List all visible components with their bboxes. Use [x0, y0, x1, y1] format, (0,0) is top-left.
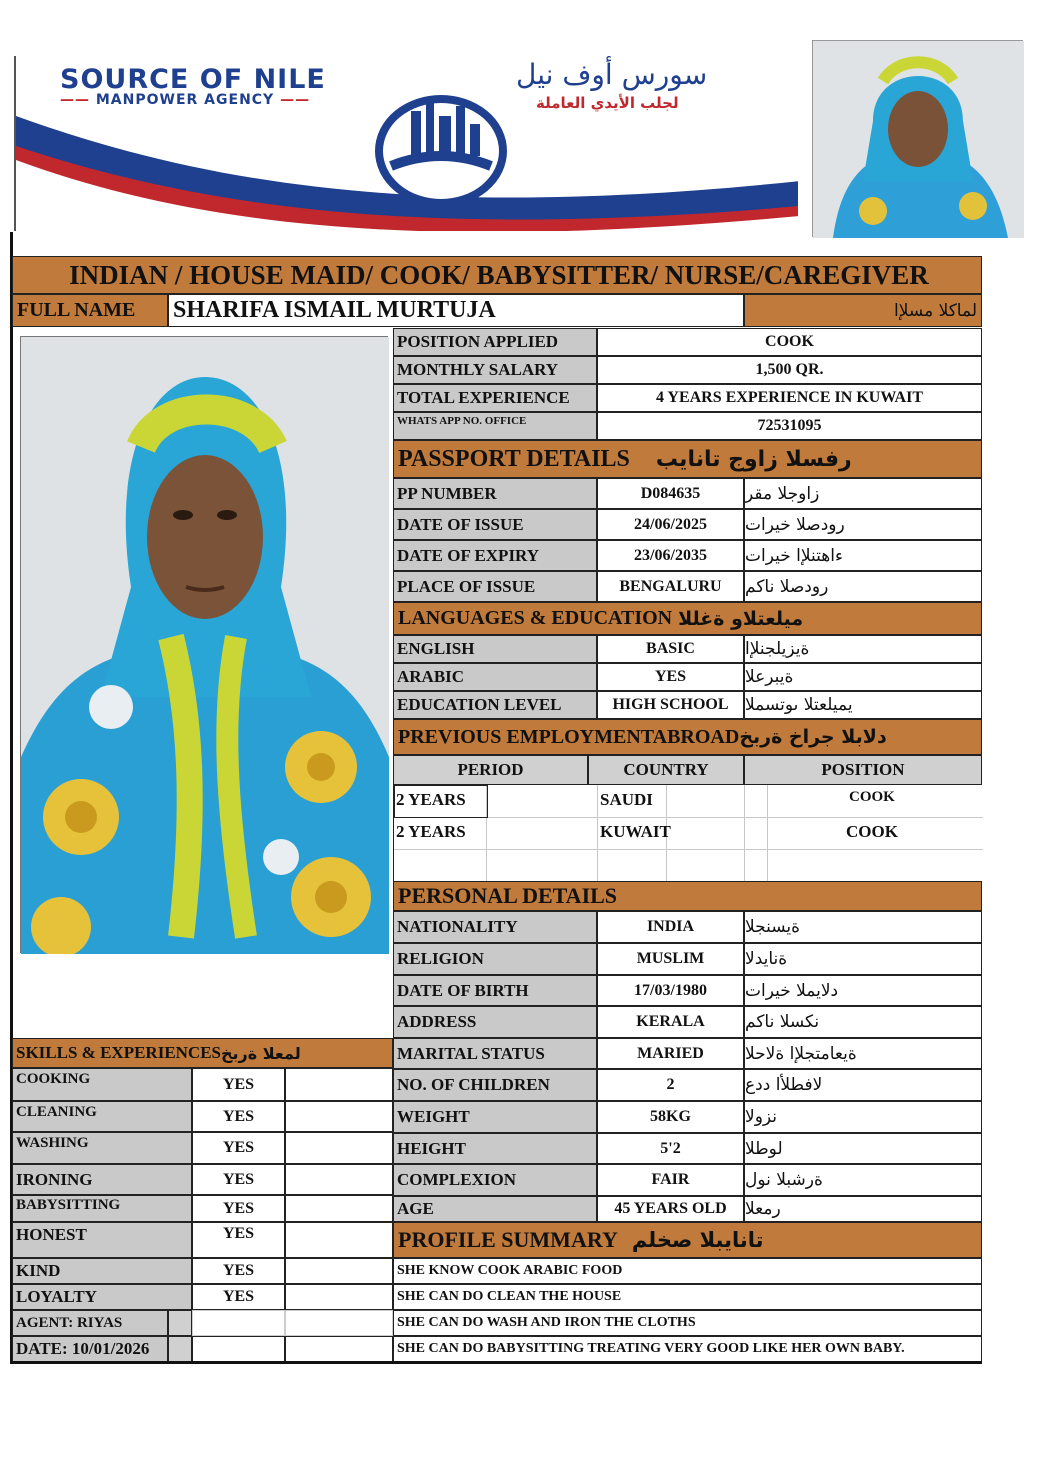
skill-honest-blank	[285, 1222, 393, 1258]
agent-blank-1	[192, 1310, 285, 1336]
age-ar: رمعلا	[744, 1196, 982, 1222]
total-experience-value: 4 YEARS EXPERIENCE IN KUWAIT	[597, 384, 982, 412]
full-name-arabic: لماكلا مسلإا	[744, 294, 982, 327]
position-applied-label: POSITION APPLIED	[393, 328, 597, 356]
skill-ironing-blank	[285, 1164, 393, 1195]
skill-washing-blank	[285, 1132, 393, 1164]
agent-spacer	[168, 1310, 192, 1336]
date-of-birth-value: 17/03/1980	[597, 975, 744, 1006]
skill-babysitting-label: BABYSITTING	[12, 1195, 192, 1222]
photo-portrait-small	[813, 41, 1024, 238]
total-experience-label: TOTAL EXPERIENCE	[393, 384, 597, 412]
passport-header-ar: رفسلا زاوج تانايب	[655, 446, 852, 472]
monthly-salary-label: MONTHLY SALARY	[393, 356, 597, 384]
place-of-issue-label: PLACE OF ISSUE	[393, 571, 597, 602]
personal-header: PERSONAL DETAILS	[393, 881, 982, 911]
arabic-ar: ةيبرعلا	[744, 663, 982, 691]
age-value: 45 YEARS OLD	[597, 1196, 744, 1222]
date-spacer	[168, 1336, 192, 1362]
document-title: INDIAN / HOUSE MAID/ COOK/ BABYSITTER/ NURSE/CAREGIVER	[12, 256, 982, 294]
skill-ironing-value: YES	[192, 1164, 285, 1195]
nationality-value: INDIA	[597, 911, 744, 943]
employment-header-en: PREVIOUS EMPLOYMENTABROAD	[398, 725, 740, 748]
skill-cooking-value: YES	[192, 1068, 285, 1101]
profile-line-2: SHE CAN DO CLEAN THE HOUSE	[393, 1284, 982, 1310]
weight-label: WEIGHT	[393, 1101, 597, 1133]
height-value: 5'2	[597, 1133, 744, 1164]
pp-number-label: PP NUMBER	[393, 478, 597, 509]
employment-row-1-period: 2 YEARS	[396, 790, 466, 809]
date-blank-1	[192, 1336, 285, 1362]
profile-line-3: SHE CAN DO WASH AND IRON THE CLOTHS	[393, 1310, 982, 1336]
date-label: DATE: 10/01/2026	[12, 1336, 168, 1362]
english-ar: ةيزيلجنلإا	[744, 635, 982, 663]
children-value: 2	[597, 1069, 744, 1101]
address-ar: نكسلا ناكم	[744, 1006, 982, 1038]
profile-header-en: PROFILE SUMMARY	[398, 1227, 618, 1252]
skill-honest-value: YES	[192, 1222, 285, 1258]
languages-header-en: LANGUAGES & EDUCATION	[398, 607, 673, 629]
profile-line-4: SHE CAN DO BABYSITTING TREATING VERY GOOD LIKE HER OWN BABY.	[393, 1336, 982, 1362]
education-level-label: EDUCATION LEVEL	[393, 691, 597, 719]
grid-line	[744, 785, 745, 881]
languages-header	[393, 602, 982, 635]
employment-col-position: POSITION	[744, 755, 982, 785]
children-ar: لافطلأا ددع	[744, 1069, 982, 1101]
skill-washing-label: WASHING	[12, 1132, 192, 1164]
grid-line	[597, 785, 598, 881]
height-label: HEIGHT	[393, 1133, 597, 1164]
grid-line	[394, 849, 983, 850]
marital-status-ar: ةيعامتجلإا ةلاحلا	[744, 1038, 982, 1069]
skill-kind-label: KIND	[12, 1258, 192, 1284]
marital-status-value: MARIED	[597, 1038, 744, 1069]
profile-line-1: SHE KNOW COOK ARABIC FOOD	[393, 1258, 982, 1284]
whatsapp-value: 72531095	[597, 412, 982, 440]
nationality-label: NATIONALITY	[393, 911, 597, 943]
skills-header-ar: لمعلا ةربخ	[221, 1043, 301, 1063]
religion-value: MUSLIM	[597, 943, 744, 975]
employment-row-2-position: COOK	[846, 822, 898, 841]
skill-cleaning-value: YES	[192, 1101, 285, 1132]
age-label: AGE	[393, 1196, 597, 1222]
date-of-issue-label: DATE OF ISSUE	[393, 509, 597, 540]
complexion-value: FAIR	[597, 1164, 744, 1196]
skill-cooking-blank	[285, 1068, 393, 1101]
logo-tagline-en: —— MANPOWER AGENCY ——	[60, 92, 311, 108]
arabic-label: ARABIC	[393, 663, 597, 691]
skill-loyalty-blank	[285, 1284, 393, 1310]
date-of-expiry-label: DATE OF EXPIRY	[393, 540, 597, 571]
agency-logo	[14, 56, 798, 231]
weight-ar: نزولا	[744, 1101, 982, 1133]
english-value: BASIC	[597, 635, 744, 663]
employment-row-2-period: 2 YEARS	[396, 822, 466, 841]
grid-line	[767, 785, 768, 881]
pp-number-ar: زاوجلا مقر	[744, 478, 982, 509]
skill-kind-blank	[285, 1258, 393, 1284]
complexion-label: COMPLEXION	[393, 1164, 597, 1196]
date-of-expiry-ar: ءاهتنلإا خيرات	[744, 540, 982, 571]
logo-name-en: SOURCE OF NILE	[60, 64, 326, 95]
address-value: KERALA	[597, 1006, 744, 1038]
frame-bottom-line	[10, 1361, 982, 1364]
employment-header-ar: دلابلا جراخ ةربخ	[739, 726, 887, 748]
skill-cooking-label: COOKING	[12, 1068, 192, 1101]
address-label: ADDRESS	[393, 1006, 597, 1038]
pp-number-value: D084635	[597, 478, 744, 509]
profile-header-ar: تانايبلا صخلم	[631, 1228, 764, 1252]
skill-loyalty-value: YES	[192, 1284, 285, 1310]
arabic-value: YES	[597, 663, 744, 691]
date-blank-2	[285, 1336, 393, 1362]
full-name-value: SHARIFA ISMAIL MURTUJA	[168, 294, 744, 327]
date-of-birth-ar: دلايملا خيرات	[744, 975, 982, 1006]
weight-value: 58KG	[597, 1101, 744, 1133]
employment-col-period: PERIOD	[393, 755, 588, 785]
skill-loyalty-label: LOYALTY	[12, 1284, 192, 1310]
date-of-birth-label: DATE OF BIRTH	[393, 975, 597, 1006]
skill-babysitting-value: YES	[192, 1195, 285, 1222]
religion-ar: ةنايدلا	[744, 943, 982, 975]
candidate-photo-small	[812, 40, 1023, 237]
photo-portrait-large	[21, 337, 389, 954]
height-ar: لوطلا	[744, 1133, 982, 1164]
skill-washing-value: YES	[192, 1132, 285, 1164]
skill-cleaning-label: CLEANING	[12, 1101, 192, 1132]
religion-label: RELIGION	[393, 943, 597, 975]
skills-header-en: SKILLS & EXPERIENCES	[16, 1043, 222, 1062]
skill-honest-label: HONEST	[12, 1222, 192, 1258]
logo-tagline-ar: لجلب الأيدي العاملة	[536, 94, 679, 112]
date-of-issue-value: 24/06/2025	[597, 509, 744, 540]
position-applied-value: COOK	[597, 328, 982, 356]
passport-header	[393, 440, 982, 478]
employment-row-2-country: KUWAIT	[600, 822, 671, 841]
marital-status-label: MARITAL STATUS	[393, 1038, 597, 1069]
profile-header	[393, 1222, 982, 1258]
agent-label: AGENT: RIYAS	[12, 1310, 168, 1336]
monthly-salary-value: 1,500 QR.	[597, 356, 982, 384]
children-label: NO. OF CHILDREN	[393, 1069, 597, 1101]
passport-header-en: PASSPORT DETAILS	[398, 445, 630, 472]
education-level-ar: يميلعتلا ىوتسملا	[744, 691, 982, 719]
complexion-ar: ةرشبلا نول	[744, 1164, 982, 1196]
whatsapp-label: WHATS APP NO. OFFICE	[393, 412, 597, 440]
place-of-issue-value: BENGALURU	[597, 571, 744, 602]
skill-ironing-label: IRONING	[12, 1164, 192, 1195]
skills-header	[12, 1038, 393, 1068]
skill-cleaning-blank	[285, 1101, 393, 1132]
skill-babysitting-blank	[285, 1195, 393, 1222]
date-of-expiry-value: 23/06/2035	[597, 540, 744, 571]
full-name-label: FULL NAME	[12, 294, 168, 327]
employment-row-1-country: SAUDI	[600, 790, 653, 809]
employment-row-1-position: COOK	[849, 789, 895, 805]
languages-header-ar: ميلعتلاو ةغللا	[678, 607, 804, 630]
skill-kind-value: YES	[192, 1258, 285, 1284]
date-of-issue-ar: رودصلا خيرات	[744, 509, 982, 540]
education-level-value: HIGH SCHOOL	[597, 691, 744, 719]
employment-header	[393, 719, 982, 755]
candidate-photo	[20, 336, 388, 953]
english-label: ENGLISH	[393, 635, 597, 663]
nationality-ar: ةيسنجلا	[744, 911, 982, 943]
employment-col-country: COUNTRY	[588, 755, 744, 785]
agent-blank-2	[285, 1310, 393, 1336]
place-of-issue-ar: رودصلا ناكم	[744, 571, 982, 602]
logo-name-ar: سورس أوف نيل	[516, 58, 708, 91]
